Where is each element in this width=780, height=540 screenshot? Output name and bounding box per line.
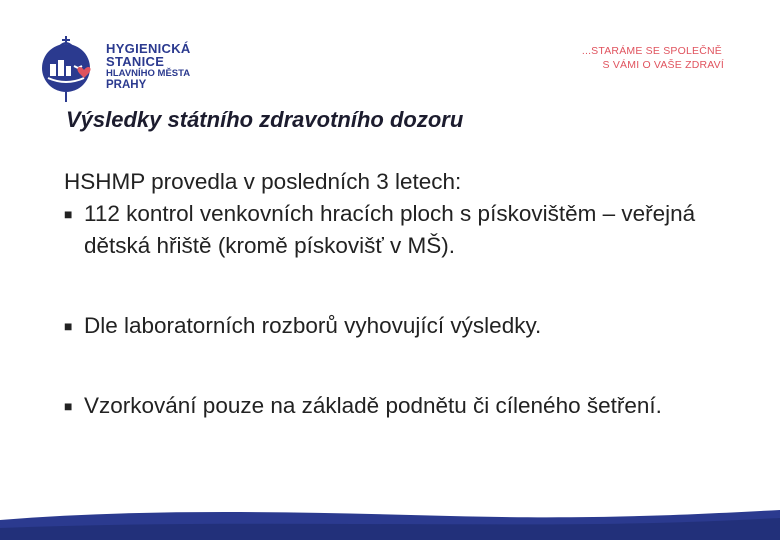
square-bullet-icon: ■ (64, 206, 73, 222)
bullet-item (64, 198, 724, 262)
slogan-line-2: S VÁMI O VAŠE ZDRAVÍ (602, 59, 724, 71)
square-bullet-icon: ■ (64, 398, 73, 414)
logo-line-2: STANICE (106, 54, 165, 69)
organization-logo[interactable] (38, 30, 208, 102)
footer-wave (0, 490, 780, 540)
square-bullet-icon: ■ (64, 318, 73, 334)
slogan-line-1: ...STARÁME SE SPOLEČNĚ (581, 45, 722, 57)
bullet-item (64, 310, 724, 342)
logo-line-3: HLAVNÍHO MĚSTA (106, 68, 191, 79)
intro-text: HSHMP provedla v posledních 3 letech: (64, 169, 462, 194)
logo-wordmark (106, 42, 191, 92)
logo-line-1: HYGIENICKÁ (106, 41, 191, 56)
slide-body (64, 166, 724, 422)
logo-line-4: PRAHY (106, 79, 147, 91)
bullet-text: 112 kontrol venkovních hracích ploch s pískovištěm – veřejná dětská hřiště (kromě pískovišť v MŠ). (84, 201, 696, 258)
slide-title: Výsledky státního zdravotního dozoru (66, 107, 464, 132)
bullet-text: Vzorkování pouze na základě podnětu či cíleného šetření. (84, 393, 662, 418)
bullet-item (64, 390, 724, 422)
slogan (582, 44, 722, 72)
bullet-text: Dle laboratorních rozborů vyhovující výsledky. (84, 313, 542, 338)
prague-castle-heart-icon (38, 30, 102, 102)
